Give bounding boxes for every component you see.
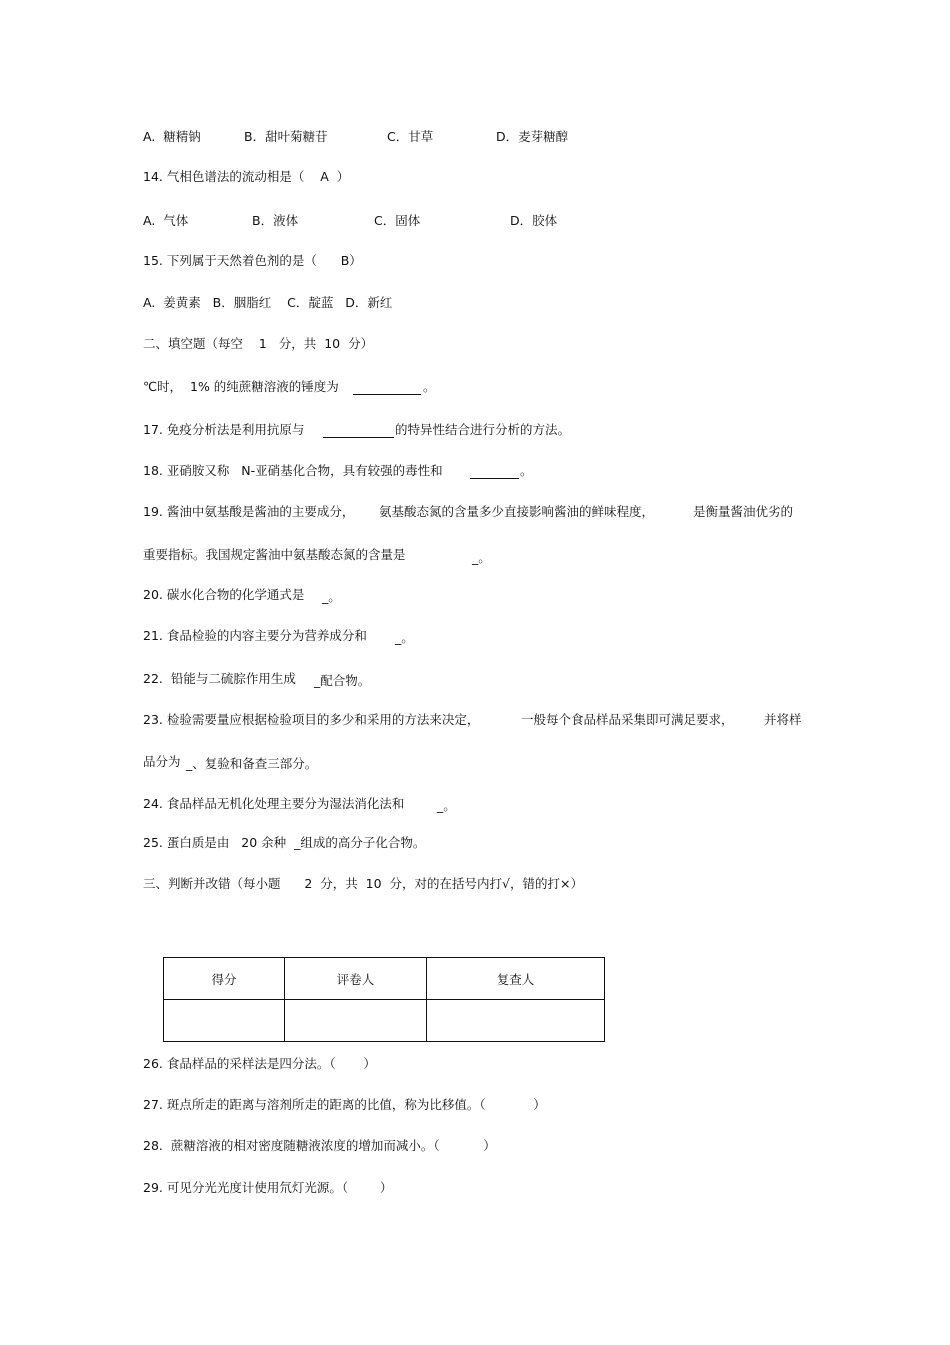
q19-part-2: 氨基酸态氮的含量多少直接影响酱油的鲜味程度， bbox=[379, 504, 655, 519]
q16-end: 。 bbox=[423, 379, 436, 394]
question-26: 26. 食品样品的采样法是四分法。（ ） bbox=[143, 1056, 376, 1071]
q15-options: A. 姜黄素 B．胭脂红 C．靛蓝 D．新红 bbox=[143, 295, 393, 310]
q16-text: ℃时， 1% 的纯蔗糖溶液的锤度为 bbox=[143, 379, 339, 394]
q13-option-c: C．甘草 bbox=[387, 129, 434, 144]
q19-part-3: 是衡量酱油优劣的 bbox=[693, 504, 794, 519]
score-table bbox=[163, 957, 605, 1042]
q20-text: 20. 碳水化合物的化学通式是 bbox=[143, 587, 305, 602]
q14-option-c: C．固体 bbox=[374, 213, 421, 228]
score-header-cell: 得分 bbox=[164, 958, 285, 1000]
q24-blank: _。 bbox=[437, 798, 456, 813]
q14-option-d: D．胶体 bbox=[510, 213, 558, 228]
grader-entry-cell[interactable] bbox=[285, 1000, 427, 1042]
q21-text: 21. 食品检验的内容主要分为营养成分和 bbox=[143, 628, 367, 643]
q21-blank: _。 bbox=[395, 630, 414, 645]
q22-text: 22. 铅能与二硫腙作用生成 bbox=[143, 671, 296, 686]
q20-blank: _。 bbox=[322, 589, 341, 604]
q19-part-1: 19. 酱油中氨基酸是酱油的主要成分， bbox=[143, 504, 355, 519]
q13-option-d: D．麦芽糖醇 bbox=[496, 129, 569, 144]
q17-end: 的特异性结合进行分析的方法。 bbox=[395, 422, 571, 437]
grader-header-cell: 评卷人 bbox=[285, 958, 427, 1000]
question-14: 14. 气相色谱法的流动相是（ A ） bbox=[143, 169, 350, 184]
question-27: 27. 斑点所走的距离与溶剂所走的距离的比值，称为比移值。（ ） bbox=[143, 1097, 546, 1112]
q23-part-1: 23. 检验需要量应根据检验项目的多少和采用的方法来决定， bbox=[143, 712, 480, 727]
section-3-title: 三、判断并改错（每小题 2 分，共 10 分，对的在括号内打√，错的打×） bbox=[143, 876, 583, 891]
q17-text: 17. 免疫分析法是利用抗原与 bbox=[143, 422, 305, 437]
reviewer-header-cell: 复查人 bbox=[427, 958, 605, 1000]
q14-option-a: A. 气体 bbox=[143, 213, 189, 228]
q13-option-b: B．甜叶菊糖苷 bbox=[244, 129, 328, 144]
question-15: 15. 下列属于天然着色剂的是（ B） bbox=[143, 253, 362, 268]
q18-end: 。 bbox=[520, 463, 533, 478]
score-table-header-row bbox=[164, 958, 605, 1000]
section-2-title: 二、填空题（每空 1 分，共 10 分） bbox=[143, 336, 374, 351]
q18-answer-blank bbox=[470, 464, 519, 479]
score-table-entry-row bbox=[164, 1000, 605, 1042]
question-28: 28. 蔗糖溶液的相对密度随糖液浓度的增加而减小。（ ） bbox=[143, 1138, 496, 1153]
question-29: 29. 可见分光光度计使用氘灯光源。（ ） bbox=[143, 1180, 393, 1195]
q23-part-3: 并将样 bbox=[764, 712, 802, 727]
q19-blank: _。 bbox=[472, 550, 491, 565]
q23-part-2: 一般每个食品样品采集即可满足要求， bbox=[521, 712, 734, 727]
q14-option-b: B．液体 bbox=[252, 213, 299, 228]
q18-text: 18. 亚硝胺又称 N-亚硝基化合物，具有较强的毒性和 bbox=[143, 463, 443, 478]
q23-blank: _、复验和备查三部分。 bbox=[186, 756, 318, 771]
q16-answer-blank bbox=[353, 380, 421, 395]
question-25: 25. 蛋白质是由 20 余种 _组成的高分子化合物。 bbox=[143, 835, 426, 850]
q19-line-2: 重要指标。我国规定酱油中氨基酸态氮的含量是 bbox=[143, 547, 406, 562]
q17-answer-blank bbox=[323, 423, 394, 438]
q23-line-2: 品分为 bbox=[143, 754, 181, 769]
q13-option-a: A. 糖精钠 bbox=[143, 129, 201, 144]
q22-blank: _配合物。 bbox=[314, 673, 371, 688]
q24-text: 24. 食品样品无机化处理主要分为湿法消化法和 bbox=[143, 796, 405, 811]
reviewer-entry-cell[interactable] bbox=[427, 1000, 605, 1042]
score-entry-cell[interactable] bbox=[164, 1000, 285, 1042]
